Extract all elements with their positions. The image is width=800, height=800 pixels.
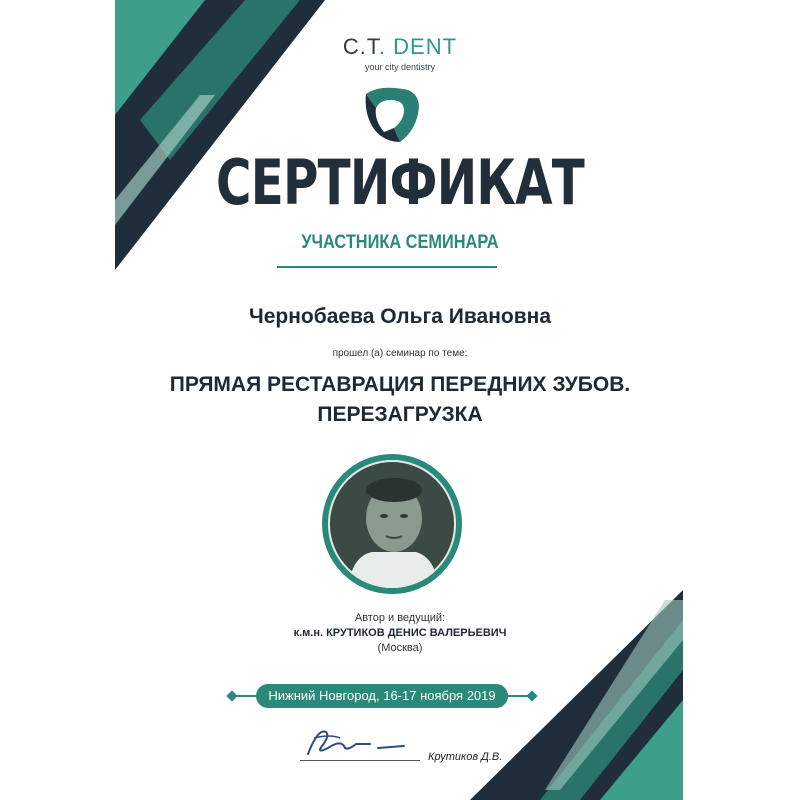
brand-logo-text bbox=[300, 34, 500, 60]
topic-line-1: ПРЯМАЯ РЕСТАВРАЦИЯ ПЕРЕДНИХ ЗУБОВ. bbox=[169, 373, 631, 396]
signer-name: Крутиков Д.В. bbox=[428, 751, 503, 763]
handwritten-signature bbox=[300, 724, 410, 760]
brand-letter: T bbox=[366, 34, 379, 59]
author-photo bbox=[322, 454, 462, 594]
tooth-logo-icon bbox=[360, 84, 430, 146]
topic-line-2: ПЕРЕЗАГРУЗКА bbox=[317, 403, 483, 426]
certificate-title: СЕРТИФИКАТ bbox=[215, 146, 585, 219]
seminar-topic bbox=[100, 370, 700, 430]
brand-suffix: DENT bbox=[393, 34, 458, 59]
location-date-badge: Нижний Новгород, 16-17 ноября 2019 bbox=[256, 684, 508, 708]
certificate-subtitle: УЧАСТНИКА СЕМИНАРА bbox=[301, 232, 499, 253]
brand-prefix: C. bbox=[342, 34, 367, 59]
signature-line bbox=[300, 760, 420, 761]
brand-tagline: your city dentistry bbox=[364, 62, 436, 72]
subtitle-underline bbox=[277, 266, 497, 268]
participant-name: Чернобаева Ольга Ивановна bbox=[248, 305, 551, 328]
portrait-image bbox=[328, 460, 456, 588]
intro-text: прошел (а) семинар по теме: bbox=[332, 348, 468, 359]
author-name: к.м.н. КРУТИКОВ ДЕНИС ВАЛЕРЬЕВИЧ bbox=[293, 627, 507, 639]
author-city: (Москва) bbox=[377, 642, 423, 654]
brand-dot: . bbox=[378, 34, 387, 59]
author-label: Автор и ведущий: bbox=[354, 612, 446, 624]
